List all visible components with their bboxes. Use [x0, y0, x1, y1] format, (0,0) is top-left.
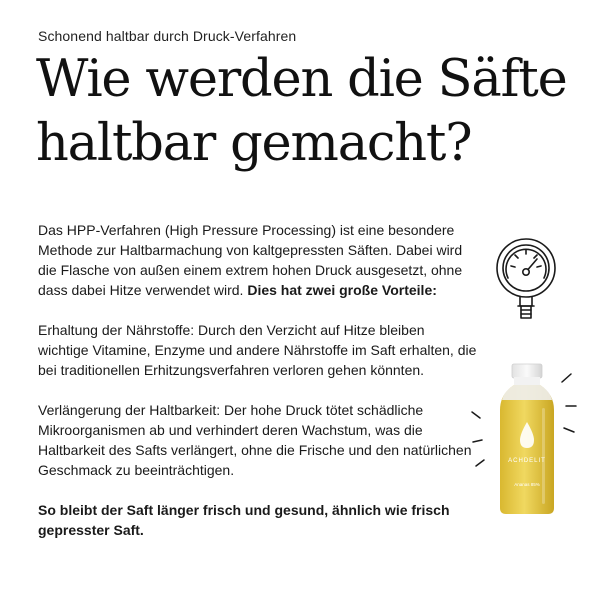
- page-title: [36, 48, 576, 176]
- bottle-label: Ananas 85%: [514, 482, 540, 487]
- title-line-2: haltbar gemacht?: [36, 114, 472, 173]
- benefit-shelf-life-paragraph: Verlängerung der Haltbarkeit: Der hohe Druck tötet schädliche Mikroorganismen ab und verhindert deren Wachstum, was die Haltbarkeit des Safts verlängert, ohne die Frische und den natürlichen Geschmack zu beeinträchtigen.: [38, 402, 472, 478]
- bottle-neck: [514, 377, 540, 385]
- juice-bottle-illustration: [470, 362, 582, 522]
- bottle-cap: [512, 364, 542, 378]
- pressure-gauge-icon: [494, 236, 558, 324]
- title-line-1: Wie werden die Säfte: [36, 50, 567, 109]
- intro-paragraph: [38, 220, 468, 300]
- conclusion-paragraph: So bleibt der Saft länger frisch und gesund, ähnlich wie frisch gepresster Saft.: [38, 502, 450, 538]
- bottle-body: [500, 385, 554, 514]
- intro-text: Das HPP-Verfahren (High Pressure Processing) ist eine besondere Methode zur Haltbarmachung von kaltgepressten Säften. Dabei wird die Flasche von außen einem extrem hohen Druck ausgesetzt, ohne dass dabei Hitze verwendet wird.: [38, 222, 463, 298]
- eyebrow-subtitle: Schonend haltbar durch Druck-Verfahren: [38, 28, 297, 44]
- bottle-brand: ACHDELIT: [508, 458, 546, 464]
- article-body: [38, 220, 478, 540]
- intro-emphasis: Dies hat zwei große Vorteile:: [247, 282, 437, 298]
- benefit-nutrients-paragraph: Erhaltung der Nährstoffe: Durch den Verzicht auf Hitze bleiben wichtige Vitamine, Enzyme und andere Nährstoffe im Saft erhalten, die bei traditionellen Erhitzungsverfahren verloren gehen könnten.: [38, 322, 477, 378]
